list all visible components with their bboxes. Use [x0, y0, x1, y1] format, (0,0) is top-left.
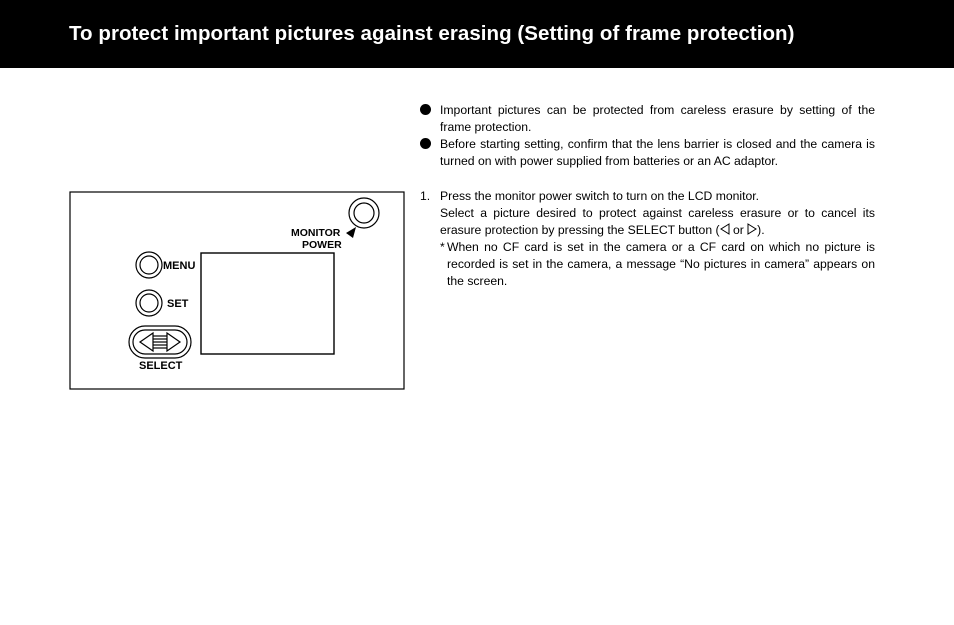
step-1	[420, 188, 875, 290]
power-label: POWER	[302, 239, 342, 251]
note-asterisk: *	[440, 240, 445, 254]
set-label: SET	[167, 298, 189, 310]
camera-back-diagram	[69, 191, 406, 390]
bullet-item: Before starting setting, confirm that the lens barrier is closed and the camera is turned on with power supplied from batteries or an AC adaptor.	[420, 136, 875, 170]
title-bar	[0, 0, 954, 68]
bullet-item: Important pictures can be protected from careless erasure by setting of the frame protection.	[420, 102, 875, 136]
right-triangle-icon	[747, 223, 757, 235]
step-body: Select a picture desired to protect against careless erasure or to cancel its erasure protection by pressing the SELECT button ( or ).	[440, 206, 875, 237]
step-instruction: Press the monitor power switch to turn on the LCD monitor.	[440, 189, 760, 203]
monitor-label: MONITOR	[291, 227, 341, 239]
bullet-dot-icon	[420, 104, 431, 115]
set-button-icon	[136, 290, 162, 316]
lcd-monitor	[201, 253, 334, 354]
menu-label: MENU	[163, 260, 196, 272]
page-title: To protect important pictures against erasing (Setting of frame protection)	[69, 22, 795, 45]
select-label: SELECT	[139, 360, 183, 372]
left-triangle-icon	[720, 223, 730, 235]
menu-button-icon	[136, 252, 162, 278]
instructions	[420, 102, 875, 290]
monitor-power-button-icon	[349, 198, 379, 228]
bullet-dot-icon	[420, 138, 431, 149]
step-note: * When no CF card is set in the camera or a CF card on which no picture is recorded is set in the camera, a message “No pictures in camera” appears on the screen.	[440, 240, 875, 288]
step-number: 1.	[420, 189, 431, 203]
